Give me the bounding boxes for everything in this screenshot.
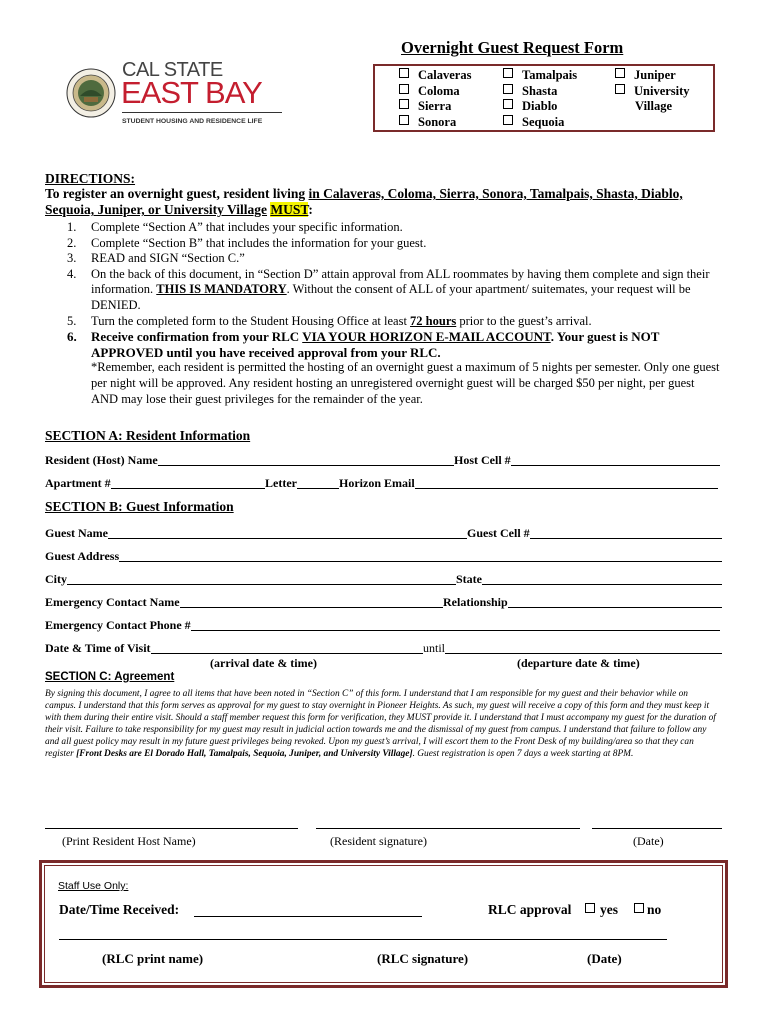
date-received-label: Date/Time Received: — [59, 902, 180, 917]
guest-name-label: Guest Name — [45, 526, 108, 540]
resident-date-line[interactable] — [592, 828, 722, 829]
dorm-column-3 — [615, 68, 690, 115]
rlc-date-caption: (Date) — [587, 951, 622, 966]
direction-step-3: 3. READ and SIGN “Section C.” — [67, 251, 245, 266]
checkbox[interactable] — [399, 99, 409, 109]
dorm-option-tamalpais[interactable]: Tamalpais — [503, 68, 577, 84]
resident-name-label: Resident (Host) Name — [45, 453, 158, 467]
horizon-email-label: Horizon Email — [339, 476, 415, 490]
print-name-caption: (Print Resident Host Name) — [62, 834, 196, 848]
rlc-signature-line[interactable] — [59, 939, 667, 940]
resident-signature-line[interactable] — [316, 828, 580, 829]
until-label: until — [423, 641, 446, 655]
guest-address-label: Guest Address — [45, 549, 120, 563]
staff-use-title: Staff Use Only: — [58, 880, 129, 892]
checkbox[interactable] — [503, 84, 513, 94]
checkbox[interactable] — [399, 68, 409, 78]
dorm-column-2 — [503, 68, 577, 130]
dorm-option-sierra[interactable]: Sierra — [399, 99, 471, 115]
rlc-approval-no[interactable]: no — [634, 902, 661, 918]
university-logo — [66, 60, 286, 136]
rlc-approval-label: RLC approval — [488, 902, 572, 917]
checkbox[interactable] — [503, 99, 513, 109]
logo-line-1: CAL STATE — [122, 59, 223, 81]
directions-list — [67, 220, 721, 407]
letter-label: Letter — [265, 476, 297, 490]
rlc-print-caption: (RLC print name) — [102, 951, 204, 966]
rlc-approval-yes[interactable]: yes — [585, 902, 618, 918]
checkbox[interactable] — [503, 68, 513, 78]
checkbox[interactable] — [615, 84, 625, 94]
section-c-title: SECTION C: Agreement — [45, 671, 175, 683]
university-seal-icon — [66, 68, 116, 118]
dorm-option-university-village[interactable]: University — [615, 84, 690, 100]
emergency-phone-label: Emergency Contact Phone # — [45, 618, 191, 632]
city-line[interactable] — [45, 584, 722, 585]
state-label: State — [456, 572, 482, 586]
dorm-option-shasta[interactable]: Shasta — [503, 84, 577, 100]
dorm-option-sequoia[interactable]: Sequoia — [503, 115, 577, 131]
emergency-name-label: Emergency Contact Name — [45, 595, 180, 609]
departure-caption: (departure date & time) — [517, 656, 640, 670]
directions-heading: DIRECTIONS: — [45, 171, 136, 186]
direction-step-4: 4. On the back of this document, in “Section D” attain approval from ALL roommates by having them complete and sign their information. THIS IS MANDATORY. Without the consent of ALL of your apartment/ suitemates, your request will be DENIED. — [67, 266, 710, 312]
dorm-option-calaveras[interactable]: Calaveras — [399, 68, 471, 84]
yes-checkbox[interactable] — [585, 903, 595, 913]
dorm-option-diablo[interactable]: Diablo — [503, 99, 577, 115]
direction-step-5: 5. Turn the completed form to the Student Housing Office at least 72 hours prior to the guest’s arrival. — [67, 313, 592, 328]
dorm-option-university-village-line2: Village — [635, 99, 673, 113]
checkbox[interactable] — [399, 84, 409, 94]
city-label: City — [45, 572, 67, 586]
logo-line-2: EAST BAY — [121, 75, 262, 110]
direction-step-1: 1. Complete “Section A” that includes your specific information. — [67, 220, 403, 234]
guest-name-line[interactable] — [45, 538, 722, 539]
resident-signature-caption: (Resident signature) — [330, 834, 427, 848]
host-cell-label: Host Cell # — [454, 453, 511, 467]
section-a-title: SECTION A: Resident Information — [45, 428, 251, 443]
date-received-line[interactable] — [194, 916, 422, 917]
print-name-line[interactable] — [45, 828, 298, 829]
direction-step-6: 6. Receive confirmation from your RLC VIA YOUR HORIZON E-MAIL ACCOUNT. Your guest is NOT APPROVED until you have received approval from your RLC. — [67, 329, 660, 360]
guest-address-line[interactable] — [45, 561, 722, 562]
guest-cell-label: Guest Cell # — [467, 526, 530, 540]
checkbox[interactable] — [503, 115, 513, 125]
relationship-label: Relationship — [443, 595, 508, 609]
logo-subtitle: STUDENT HOUSING AND RESIDENCE LIFE — [122, 118, 263, 125]
arrival-caption: (arrival date & time) — [210, 656, 317, 670]
rlc-signature-caption: (RLC signature) — [377, 951, 469, 966]
visit-label: Date & Time of Visit — [45, 641, 151, 655]
direction-remember: *Remember, each resident is permitted the hosting of an overnight guest a maximum of 5 nights per semester. Only one guest per night will be approved. Any resident hosting an unregistered overnight guest will be charged $50 per night, per guest AND may lose their guest privileges for the remainder of the year. — [91, 360, 720, 406]
agreement-text: By signing this document, I agree to all items that have been noted in “Section C” of this form. I understand that I am responsible for my guest and their behavior while on campus. I understand that this form serves as approval for my guest to stay overnight in Pioneer Heights. As such, my guest will receive a copy of this form and they must keep it with them during their entire visit. Should a staff member request this form for verification, they MUST provide it. I understand that I must accompany my guest for the duration of their visit. Failure to take responsibility for my guest may result in judicial action towards me and the dismissal of my guest from campus. I understand that failure to follow any and all guest policy may result in my future guest privileges being revoked. Upon my guest’s arrival, I will escort them to the Front Desk of my building/area so that they can register [Front Desks are El Dorado Hall, Tamalpais, Sequoia, Juniper, and University Village]. Guest registration is open 7 days a week starting at 8PM. — [45, 689, 716, 760]
apartment-label: Apartment # — [45, 476, 111, 490]
dorm-checkbox-panel — [373, 64, 715, 132]
dorm-option-sonora[interactable]: Sonora — [399, 115, 471, 131]
dorm-option-coloma[interactable]: Coloma — [399, 84, 471, 100]
dorm-option-juniper[interactable]: Juniper — [615, 68, 690, 84]
form-title: Overnight Guest Request Form — [401, 38, 624, 57]
direction-step-2: 2. Complete “Section B” that includes the information for your guest. — [67, 235, 427, 250]
staff-use-box — [39, 860, 728, 988]
logo-divider — [122, 112, 282, 113]
resident-date-caption: (Date) — [633, 834, 664, 848]
checkbox[interactable] — [615, 68, 625, 78]
dorm-column-1 — [399, 68, 471, 130]
section-b-title: SECTION B: Guest Information — [45, 499, 234, 514]
no-checkbox[interactable] — [634, 903, 644, 913]
directions-intro: To register an overnight guest, resident living in Calaveras, Coloma, Sierra, Sonora, Tamalpais, Shasta, Diablo, Sequoia, Juniper, or University Village MUST: — [45, 186, 683, 217]
checkbox[interactable] — [399, 115, 409, 125]
